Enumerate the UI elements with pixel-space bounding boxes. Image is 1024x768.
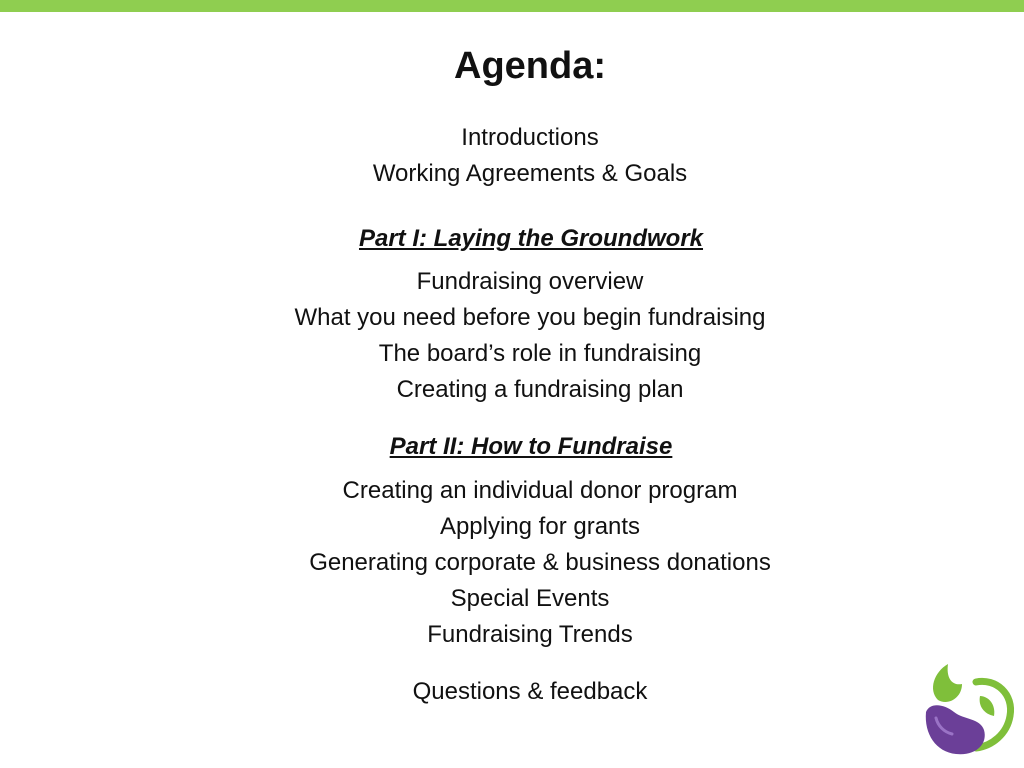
slide-title: Agenda: xyxy=(454,45,606,87)
logo-purple-bulb xyxy=(926,705,985,754)
part2-item-special-events: Special Events xyxy=(450,585,610,612)
part1-item-overview: Fundraising overview xyxy=(416,268,644,295)
top-accent-bar xyxy=(0,0,1024,12)
part2-heading: Part II: How to Fundraise xyxy=(389,433,673,460)
agenda-item-introductions: Introductions xyxy=(461,124,599,151)
sprout-leaf-logo xyxy=(918,660,1018,760)
closing-item-questions: Questions & feedback xyxy=(412,678,648,705)
logo-top-leaf xyxy=(933,664,962,702)
part2-item-donor-program: Creating an individual donor program xyxy=(342,477,738,504)
logo-small-leaf xyxy=(980,696,995,716)
part1-item-fundraising-plan: Creating a fundraising plan xyxy=(396,376,684,403)
part1-heading: Part I: Laying the Groundwork xyxy=(358,225,704,252)
agenda-item-working-agreements: Working Agreements & Goals xyxy=(372,160,688,187)
part1-item-board-role: The board’s role in fundraising xyxy=(378,340,702,367)
part2-item-grants: Applying for grants xyxy=(439,513,641,540)
part1-item-before-you-begin: What you need before you begin fundraising xyxy=(294,304,766,331)
part2-item-trends: Fundraising Trends xyxy=(427,621,633,648)
part2-item-corporate-donations: Generating corporate & business donations xyxy=(309,549,771,576)
